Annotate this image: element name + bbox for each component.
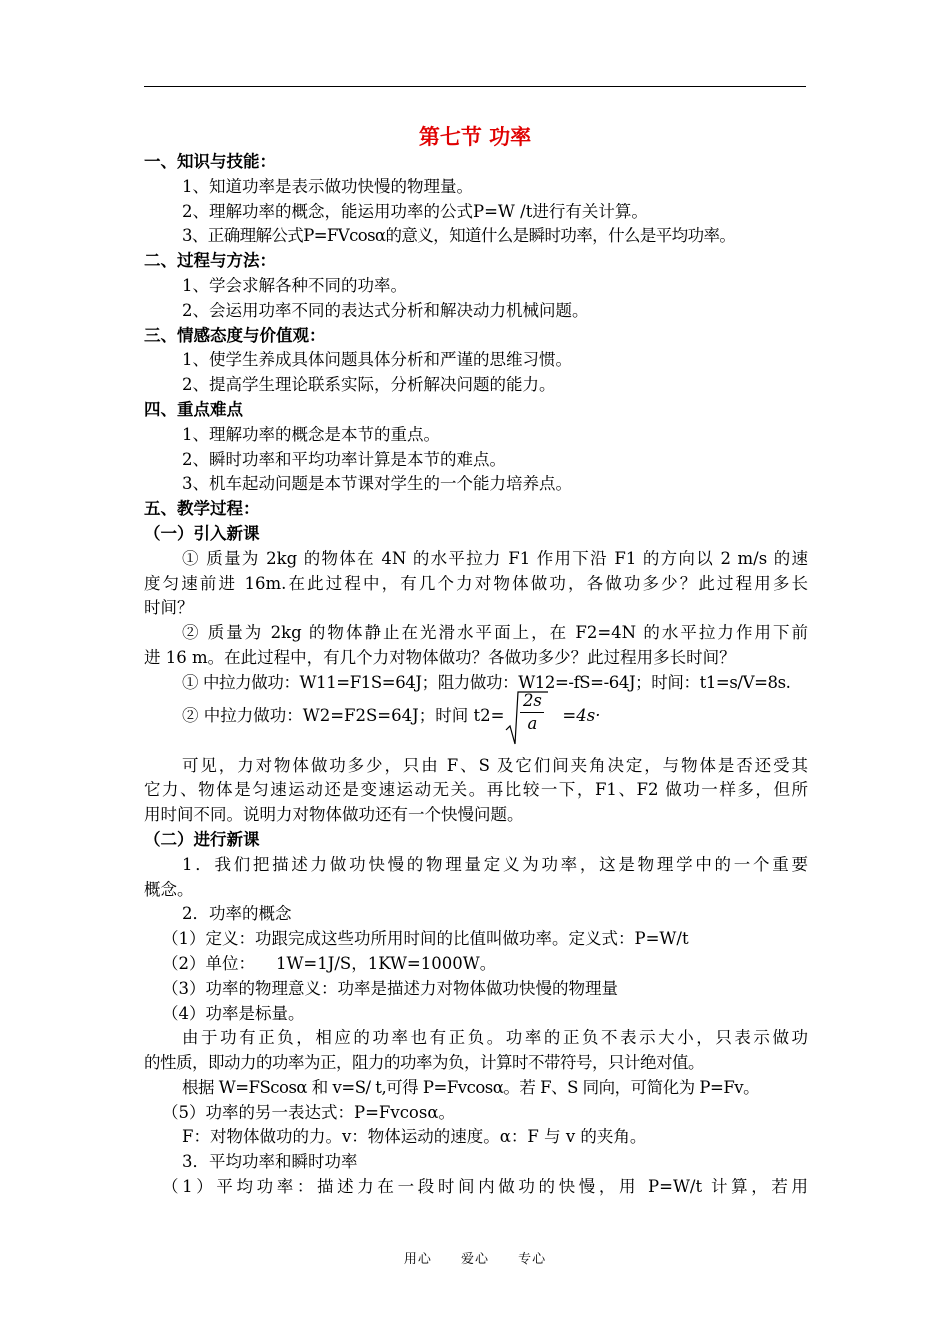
paragraph-line: 2．功率的概念 [182, 904, 292, 924]
list-item: 3、机车起动问题是本节课对学生的一个能力培养点。 [182, 474, 572, 494]
paragraph-line: 由于功有正负，相应的功率也有正负。功率的正负不表示大小，只表示做功 [182, 1028, 808, 1048]
formula-result: =4s· [562, 705, 601, 725]
section-heading: 五、教学过程： [144, 499, 260, 519]
list-item: 1、学会求解各种不同的功率。 [182, 275, 407, 295]
section-heading: 三、情感态度与价值观： [144, 325, 326, 345]
paragraph-line: 的性质，即动力的功率为正，阻力的功率为负，计算时不带符号，只计绝对值。 [144, 1053, 704, 1073]
footer-text: 专心 [518, 1252, 547, 1267]
question-line: ② 质量为 2kg 的物体静止在光滑水平面上，在 F2=4N 的水平拉力作用下前 [182, 623, 808, 643]
document-body [144, 150, 808, 1200]
answer-formula [144, 690, 808, 754]
paragraph-line: 1．我们把描述力做功快慢的物理量定义为功率，这是物理学中的一个重要 [182, 854, 808, 874]
fraction [520, 690, 544, 735]
question-line: 时间？ [144, 598, 194, 618]
definition-line: （1）定义：功跟完成这些功所用时间的比值叫做功率。定义式：P=W/t [162, 929, 689, 949]
paragraph-line: 用时间不同。说明力对物体做功还有一个快慢问题。 [144, 805, 524, 825]
subsection-heading: （一）引入新课 [144, 523, 260, 543]
list-item: 2、理解功率的概念，能运用功率的公式P=W /t进行有关计算。 [182, 201, 648, 221]
list-item: 2、提高学生理论联系实际，分析解决问题的能力。 [182, 375, 556, 395]
definition-line: （2）单位： 1W=1J/S，1KW=1000W。 [162, 953, 497, 973]
list-item: 1、理解功率的概念是本节的重点。 [182, 424, 440, 444]
list-item: 2、会运用功率不同的表达式分析和解决动力机械问题。 [182, 300, 589, 320]
paragraph-line: 3．平均功率和瞬时功率 [182, 1152, 358, 1172]
header-rule [144, 86, 806, 87]
list-item: 2、瞬时功率和平均功率计算是本节的难点。 [182, 449, 506, 469]
question-line: 度匀速前进 16m.在此过程中，有几个力对物体做功，各做功多少？此过程用多长 [144, 573, 808, 593]
paragraph-line: （1）平均功率：描述力在一段时间内做功的快慢，用 P=W/t 计算，若用 [162, 1177, 808, 1197]
page-footer [0, 1248, 950, 1267]
subsection-heading: （二）进行新课 [144, 829, 260, 849]
paragraph-line: （5）功率的另一表达式：P=Fvcosα。 [162, 1102, 455, 1122]
answer-line: ① 中拉力做功：W11=F1S=64J；阻力做功：W12=-fS=-64J；时间：t1=s/V=8s. [182, 672, 791, 692]
fraction-numerator: 2s [522, 690, 542, 710]
list-item: 1、知道功率是表示做功快慢的物理量。 [182, 176, 473, 196]
section-heading: 一、知识与技能： [144, 152, 276, 171]
fraction-denominator: a [527, 713, 538, 733]
paragraph-line: 可见，力对物体做功多少，只由 F、S 及它们间夹角决定，与物体是否还受其 [182, 755, 808, 775]
paragraph-line: 概念。 [144, 879, 194, 899]
footer-text: 爱心 [460, 1252, 489, 1267]
section-heading: 四、重点难点 [144, 399, 243, 419]
list-item: 3、正确理解公式P=FVcosα的意义，知道什么是瞬时功率，什么是平均功率。 [182, 226, 736, 246]
question-line: ① 质量为 2kg 的物体在 4N 的水平拉力 F1 作用下沿 F1 的方向以 2 m/s 的速 [182, 548, 808, 568]
paragraph-line: 它力、物体是匀速运动还是变速运动无关。再比较一下，F1、F2 做功一样多，但所 [144, 780, 808, 800]
paragraph-line: F：对物体做功的力。v：物体运动的速度。α：F 与 v 的夹角。 [182, 1127, 647, 1147]
section-heading: 二、过程与方法： [144, 251, 276, 271]
formula-prefix: ② 中拉力做功：W2=F2S=64J；时间 t2= [182, 705, 505, 725]
footer-text: 用心 [403, 1252, 432, 1267]
definition-line: （3）功率的物理意义：功率是描述力对物体做功快慢的物理量 [162, 978, 618, 998]
definition-line: （4）功率是标量。 [162, 1003, 305, 1023]
sqrt-fraction [504, 690, 562, 748]
page-title: 第七节 功率 [418, 124, 532, 149]
question-line: 进 16 m。在此过程中，有几个力对物体做功？各做功多少？此过程用多长时间？ [144, 647, 736, 667]
paragraph-line: 根据 W=FScosα 和 v=S/ t,可得 P=Fvcosα。若 F、S 同向，可简化为 P=Fv。 [182, 1077, 760, 1097]
list-item: 1、使学生养成具体问题具体分析和严谨的思维习惯。 [182, 350, 572, 370]
